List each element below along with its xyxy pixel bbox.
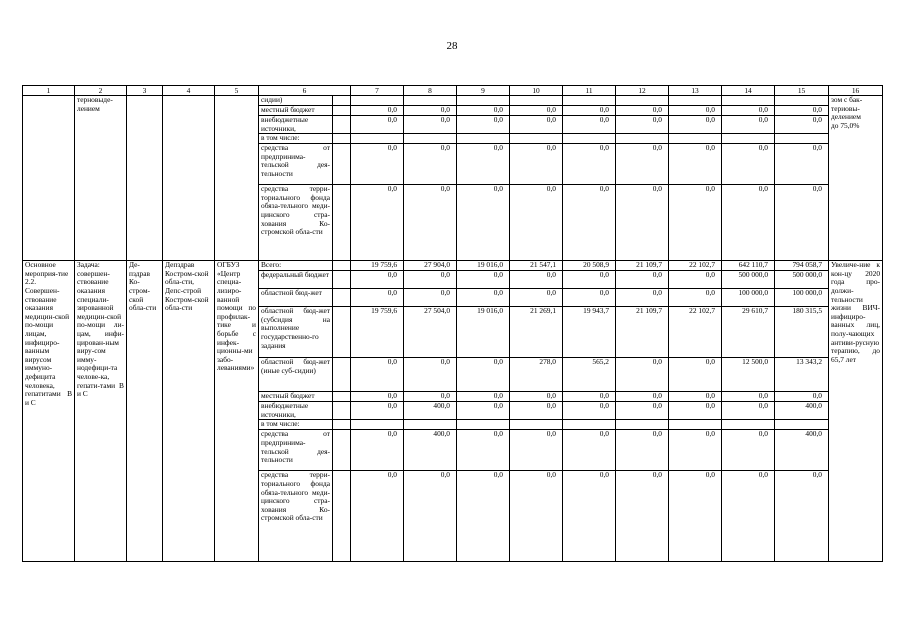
result-cell: зом с бак- териовы- делением до 75,0%: [829, 96, 883, 261]
value-cell: 400,0: [404, 430, 457, 471]
value-cell: [669, 96, 722, 106]
value-cell: 0,0: [404, 471, 457, 562]
spacer-cell: [333, 358, 351, 392]
value-cell: 0,0: [722, 430, 775, 471]
value-cell: [775, 134, 829, 144]
value-cell: 0,0: [563, 471, 616, 562]
value-cell: 100 000,0: [775, 289, 829, 307]
value-cell: 0,0: [616, 185, 669, 261]
empty-cell: [215, 96, 259, 261]
value-cell: 0,0: [563, 106, 616, 116]
header-cell: 7: [351, 86, 404, 96]
empty-cell: [163, 96, 215, 261]
value-cell: [722, 96, 775, 106]
value-cell: 0,0: [404, 116, 457, 134]
source-label-cell: областной бюд-жет: [259, 289, 333, 307]
source-label-cell: внебюджетные источники,: [259, 116, 333, 134]
value-cell: 500 000,0: [775, 271, 829, 289]
page-number: 28: [446, 40, 458, 52]
value-cell: 22 102,7: [669, 307, 722, 358]
value-cell: [510, 134, 563, 144]
spacer-cell: [333, 116, 351, 134]
value-cell: [722, 134, 775, 144]
value-cell: 0,0: [669, 116, 722, 134]
value-cell: 27 504,0: [404, 307, 457, 358]
value-cell: 0,0: [616, 116, 669, 134]
value-cell: 19 759,6: [351, 307, 404, 358]
spacer-cell: [333, 106, 351, 116]
value-cell: [351, 96, 404, 106]
value-cell: [457, 134, 510, 144]
value-cell: 400,0: [775, 430, 829, 471]
value-cell: 0,0: [510, 144, 563, 185]
header-cell: 5: [215, 86, 259, 96]
value-cell: [616, 96, 669, 106]
value-cell: 0,0: [616, 289, 669, 307]
value-cell: 19 016,0: [457, 307, 510, 358]
value-cell: [669, 420, 722, 430]
value-cell: [775, 420, 829, 430]
value-cell: 0,0: [563, 185, 616, 261]
empty-cell: [23, 96, 75, 261]
value-cell: [563, 420, 616, 430]
header-cell: 3: [127, 86, 163, 96]
value-cell: 13 343,2: [775, 358, 829, 392]
header-cell: 4: [163, 86, 215, 96]
value-cell: 0,0: [616, 144, 669, 185]
value-cell: 21 269,1: [510, 307, 563, 358]
value-cell: 0,0: [722, 392, 775, 402]
value-cell: 400,0: [775, 402, 829, 420]
value-cell: 278,0: [510, 358, 563, 392]
value-cell: 0,0: [563, 116, 616, 134]
value-cell: 0,0: [669, 402, 722, 420]
value-cell: 27 904,0: [404, 261, 457, 271]
source-label-cell: сидии): [259, 96, 333, 106]
value-cell: 0,0: [775, 106, 829, 116]
value-cell: 0,0: [775, 144, 829, 185]
header-row: [23, 86, 883, 96]
value-cell: 0,0: [722, 471, 775, 562]
source-label-cell: областной бюд-жет (субсидия на выполнение государственно-го задания: [259, 307, 333, 358]
spacer-cell: [333, 134, 351, 144]
value-cell: 0,0: [457, 471, 510, 562]
spacer-cell: [333, 261, 351, 271]
source-label-cell: в том числе:: [259, 420, 333, 430]
value-cell: 0,0: [457, 116, 510, 134]
value-cell: 0,0: [351, 289, 404, 307]
value-cell: 0,0: [510, 471, 563, 562]
value-cell: 0,0: [510, 430, 563, 471]
value-cell: [510, 420, 563, 430]
value-cell: 0,0: [351, 358, 404, 392]
source-label-cell: Всего:: [259, 261, 333, 271]
value-cell: 0,0: [404, 185, 457, 261]
value-cell: 0,0: [457, 271, 510, 289]
value-cell: [616, 420, 669, 430]
value-cell: 0,0: [351, 116, 404, 134]
source-label-cell: областной бюд-жет (иные суб-сидии): [259, 358, 333, 392]
value-cell: 100 000,0: [722, 289, 775, 307]
source-label-cell: средства терри-ториального фонда обяза-тельного меди-цинского стра-хования Ко-стромской обла-сти: [259, 185, 333, 261]
header-cell: 9: [457, 86, 510, 96]
table-row: [23, 261, 883, 271]
value-cell: 0,0: [457, 402, 510, 420]
source-label-cell: средства от предпринима-тельской дея-тельности: [259, 430, 333, 471]
value-cell: 0,0: [669, 106, 722, 116]
value-cell: 0,0: [669, 144, 722, 185]
source-label-cell: местный бюджет: [259, 392, 333, 402]
value-cell: 0,0: [351, 471, 404, 562]
value-cell: 0,0: [510, 392, 563, 402]
value-cell: 0,0: [351, 185, 404, 261]
value-cell: 500 000,0: [722, 271, 775, 289]
header-cell: 10: [510, 86, 563, 96]
header-cell: 11: [563, 86, 616, 96]
value-cell: 400,0: [404, 402, 457, 420]
block-col2-cell: терновыде- лением: [75, 96, 127, 261]
spacer-cell: [333, 392, 351, 402]
spacer-cell: [333, 271, 351, 289]
value-cell: 0,0: [563, 430, 616, 471]
spacer-cell: [333, 307, 351, 358]
value-cell: 0,0: [669, 430, 722, 471]
value-cell: 0,0: [563, 289, 616, 307]
value-cell: 0,0: [510, 402, 563, 420]
value-cell: 0,0: [510, 289, 563, 307]
block-col1-cell: Основное мероприя-тие 2.2. Совершен-ствование оказания медицин-ской по-мощи лицам, инфициро-ванным вирусом иммуно-дефицита человека, гепатитами В и С: [23, 261, 75, 562]
spacer-cell: [333, 144, 351, 185]
value-cell: 0,0: [457, 106, 510, 116]
value-cell: 22 102,7: [669, 261, 722, 271]
value-cell: [616, 134, 669, 144]
value-cell: 0,0: [722, 144, 775, 185]
value-cell: 0,0: [616, 358, 669, 392]
value-cell: [404, 134, 457, 144]
source-label-cell: в том числе:: [259, 134, 333, 144]
value-cell: 0,0: [351, 144, 404, 185]
header-cell: 14: [722, 86, 775, 96]
value-cell: [669, 134, 722, 144]
value-cell: 565,2: [563, 358, 616, 392]
header-cell: 12: [616, 86, 669, 96]
funding-table: [22, 85, 883, 562]
source-label-cell: федеральный бюджет: [259, 271, 333, 289]
value-cell: 0,0: [722, 116, 775, 134]
header-cell: 15: [775, 86, 829, 96]
value-cell: 0,0: [351, 392, 404, 402]
value-cell: 0,0: [404, 289, 457, 307]
value-cell: 0,0: [510, 271, 563, 289]
value-cell: 0,0: [616, 430, 669, 471]
value-cell: [563, 96, 616, 106]
result-cell: Увеличе-ние к кон-цу 2020 года про-должи-тельности жизни ВИЧ-инфициро-ванных лиц, полу-чающих антиви-русную терапию, до 65,7 лет: [829, 261, 883, 562]
spacer-cell: [333, 402, 351, 420]
value-cell: 21 109,7: [616, 307, 669, 358]
value-cell: [563, 134, 616, 144]
value-cell: [457, 420, 510, 430]
header-cell: 8: [404, 86, 457, 96]
value-cell: 0,0: [351, 271, 404, 289]
header-cell: 2: [75, 86, 127, 96]
value-cell: 19 759,6: [351, 261, 404, 271]
value-cell: 0,0: [669, 185, 722, 261]
block-col2-cell: Задача: совершен-ствование оказания специали-зированной медицин-ской по-мощи ли-цам, инфи-цирован-ным виру-сом имму-нодефици-та челове-ка, гепати-тами В и С: [75, 261, 127, 562]
value-cell: 0,0: [775, 185, 829, 261]
value-cell: [722, 420, 775, 430]
value-cell: 0,0: [669, 392, 722, 402]
value-cell: 0,0: [351, 106, 404, 116]
value-cell: 0,0: [510, 106, 563, 116]
value-cell: 0,0: [563, 144, 616, 185]
block-col3-cell: Де-пздрав Ко-стром-ской обла-сти: [127, 261, 163, 562]
spacer-cell: [333, 430, 351, 471]
value-cell: [457, 96, 510, 106]
value-cell: 0,0: [775, 471, 829, 562]
value-cell: 0,0: [457, 430, 510, 471]
source-label-cell: внебюджетные источники,: [259, 402, 333, 420]
spacer-cell: [333, 471, 351, 562]
spacer-cell: [333, 96, 351, 106]
value-cell: 0,0: [404, 392, 457, 402]
value-cell: 21 109,7: [616, 261, 669, 271]
value-cell: 0,0: [775, 116, 829, 134]
value-cell: 180 315,5: [775, 307, 829, 358]
value-cell: 642 110,7: [722, 261, 775, 271]
header-cell: 1: [23, 86, 75, 96]
empty-cell: [127, 96, 163, 261]
value-cell: [510, 96, 563, 106]
block-col4-cell: Депздрав Костром-ской обла-сти, Депс-строй Костром-ской обла-сти: [163, 261, 215, 562]
value-cell: 0,0: [616, 402, 669, 420]
value-cell: 0,0: [616, 271, 669, 289]
header-cell: 13: [669, 86, 722, 96]
value-cell: 0,0: [351, 430, 404, 471]
value-cell: 0,0: [404, 144, 457, 185]
spacer-cell: [333, 289, 351, 307]
header-cell: 6: [259, 86, 351, 96]
value-cell: 0,0: [563, 402, 616, 420]
value-cell: 20 508,9: [563, 261, 616, 271]
table-row: [23, 96, 883, 106]
value-cell: 0,0: [563, 392, 616, 402]
block-col5-cell: ОГБУЗ «Центр специа-лизиро-ванной помощи по профилак-тике и борьбе с инфек-ционны-ми забо-леваниями»: [215, 261, 259, 562]
value-cell: 0,0: [457, 289, 510, 307]
spacer-cell: [333, 185, 351, 261]
value-cell: 21 547,1: [510, 261, 563, 271]
value-cell: 0,0: [457, 144, 510, 185]
value-cell: 29 610,7: [722, 307, 775, 358]
value-cell: 0,0: [510, 116, 563, 134]
value-cell: 0,0: [722, 402, 775, 420]
source-label-cell: средства от предпринима-тельской дея-тельности: [259, 144, 333, 185]
header-cell: 16: [829, 86, 883, 96]
value-cell: 0,0: [457, 392, 510, 402]
value-cell: 0,0: [775, 392, 829, 402]
value-cell: 0,0: [722, 185, 775, 261]
value-cell: 0,0: [669, 358, 722, 392]
value-cell: 0,0: [616, 471, 669, 562]
source-label-cell: средства терри-ториального фонда обяза-тельного меди-цинского стра-хования Ко-стромской обла-сти: [259, 471, 333, 562]
value-cell: 0,0: [616, 106, 669, 116]
value-cell: [775, 96, 829, 106]
value-cell: 0,0: [404, 271, 457, 289]
value-cell: 0,0: [404, 358, 457, 392]
value-cell: 19 943,7: [563, 307, 616, 358]
value-cell: 0,0: [616, 392, 669, 402]
value-cell: 19 016,0: [457, 261, 510, 271]
value-cell: 0,0: [457, 358, 510, 392]
source-label-cell: местный бюджет: [259, 106, 333, 116]
value-cell: 0,0: [510, 185, 563, 261]
value-cell: 0,0: [669, 289, 722, 307]
value-cell: 0,0: [563, 271, 616, 289]
value-cell: 0,0: [669, 471, 722, 562]
value-cell: [351, 420, 404, 430]
value-cell: 0,0: [669, 271, 722, 289]
value-cell: [404, 420, 457, 430]
value-cell: [351, 134, 404, 144]
spacer-cell: [333, 420, 351, 430]
value-cell: 12 500,0: [722, 358, 775, 392]
value-cell: 794 058,7: [775, 261, 829, 271]
value-cell: 0,0: [351, 402, 404, 420]
value-cell: [404, 96, 457, 106]
value-cell: 0,0: [457, 185, 510, 261]
value-cell: 0,0: [722, 106, 775, 116]
value-cell: 0,0: [404, 106, 457, 116]
